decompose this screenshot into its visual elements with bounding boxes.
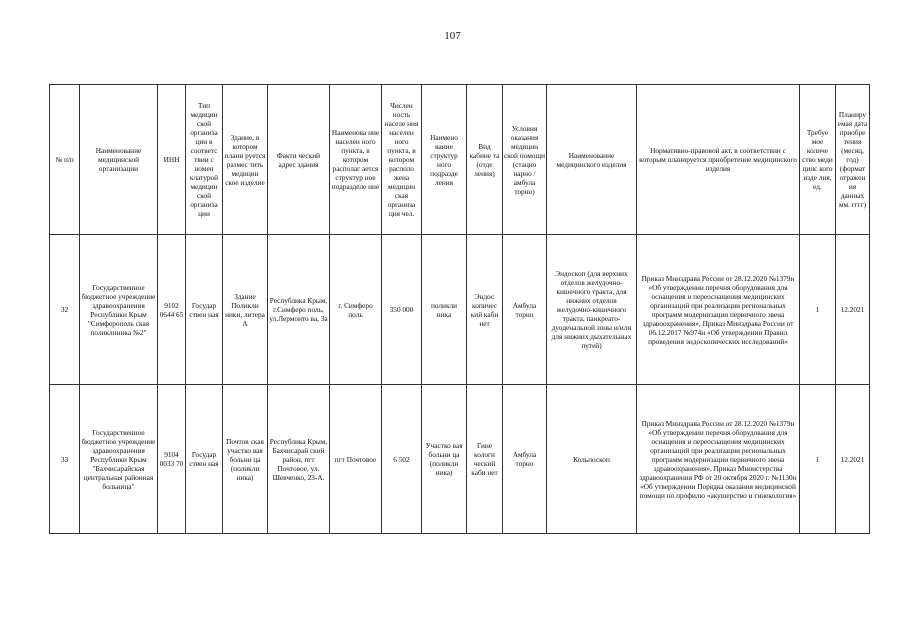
header-settlement: Наименова ние населен ного пункта, в котором располаг ается структур ное подразделе ние	[330, 85, 382, 235]
cell-num: 33	[50, 385, 80, 534]
cell-type: Государ ствен ная	[186, 385, 223, 534]
cell-settlement: г. Симферо поль	[330, 235, 382, 385]
header-org: Наименование медицинской организации	[80, 85, 158, 235]
header-num: № п/п	[50, 85, 80, 235]
cell-qty: 1	[800, 235, 836, 385]
header-date: Планиру емая дата приобре тения (месяц, год) (формат отражен ия данных мм. гггг)	[836, 85, 870, 235]
header-qty: Требуе мое количе ство меди цинс кого изде лия, ед.	[800, 85, 836, 235]
cell-conditions: Амбула торно	[503, 235, 547, 385]
cell-act: Приказ Минздрава России от 28.12.2020 №1379н «Об утверждении перечня оборудования для оснащения и переоснащения медицинских организаций при реализации региональных программ модернизации первичного звена здравоохранения», Приказ Минздрава России от 06.12.2017 №974н «Об утверждении Правил проведения эндоскопических исследований»	[637, 235, 800, 385]
cell-inn: 9102 0644 65	[158, 235, 186, 385]
medical-equipment-table	[49, 84, 870, 534]
header-type: Тип медицин ской организа ции в соответс твии с номен клатурой медицин ской организа ции	[186, 85, 223, 235]
cell-act: Приказ Минздрава России от 28.12.2020 №1379н «Об утверждении перечня оборудования для оснащения и переоснащения медицинских организаций при реализации региональных программ модернизации первичного звена здравоохранения», Приказ Министерства здравоохранения РФ от 20 октября 2020 г. №1130н «Об утверждении Порядка оказания медицинской помощи по профилю «акушерство и гинекология»	[637, 385, 800, 534]
cell-building: Почтов ская участко вая больни ца (поликли ника)	[223, 385, 268, 534]
header-act: Нормативно-правовой акт, в соответствии с которым планируется приобретение медицинского изделия	[637, 85, 800, 235]
cell-device: Эндоскоп (для верхних отделов желудочно-кишечного тракта, для нижних отделов желудочно-кишечного тракта, панкреато-дуоденальной зоны и/или для нижних дыхательных путей)	[547, 235, 637, 385]
header-cabinet: Вид кабине та (отде ления)	[467, 85, 503, 235]
cell-org: Государственное бюджетное учреждение здравоохранения Республики Крым "Симферополь ская поликлиника №2"	[80, 235, 158, 385]
cell-date: 12.2021	[836, 235, 870, 385]
header-unit: Наимено вание структур ного подразде ления	[422, 85, 467, 235]
page-number: 107	[444, 30, 461, 42]
cell-population: 6 502	[382, 385, 422, 534]
header-row	[50, 85, 870, 235]
cell-settlement: пгт Почтовое	[330, 385, 382, 534]
header-address: Факти ческий адрес здания	[268, 85, 330, 235]
header-building: Здание, в котором плани руется размес тить медицин ское изделие	[223, 85, 268, 235]
cell-num: 32	[50, 235, 80, 385]
cell-qty: 1	[800, 385, 836, 534]
cell-population: 350 000	[382, 235, 422, 385]
cell-device: Кольпоскоп	[547, 385, 637, 534]
cell-inn: 9104 0033 70	[158, 385, 186, 534]
cell-conditions: Амбула торно	[503, 385, 547, 534]
cell-date: 12.2021	[836, 385, 870, 534]
header-device: Наименование медицинского изделия	[547, 85, 637, 235]
cell-building: Здание Поликли ники, литера А	[223, 235, 268, 385]
cell-cabinet: Эндос копичес кий каби нет	[467, 235, 503, 385]
cell-cabinet: Гине кологи ческий каби нет	[467, 385, 503, 534]
table-row	[50, 235, 870, 385]
table-row	[50, 385, 870, 534]
header-conditions: Условия оказания медицин ской помощи (стацио нарно / амбула торно)	[503, 85, 547, 235]
header-inn: ИНН	[158, 85, 186, 235]
cell-address: Республика Крым, г.Симферо поль, ул.Лермонто ва, 3а	[268, 235, 330, 385]
header-population: Числен ность населе ния населен ного пункта, в котором располо жена медицин ская организа ция чел.	[382, 85, 422, 235]
cell-unit: поликли ника	[422, 235, 467, 385]
cell-address: Республика Крым, Бахчисарай ский район, пгт Почтовое, ул. Шевченко, 23-А.	[268, 385, 330, 534]
cell-type: Государ ствен ная	[186, 235, 223, 385]
cell-org: Государственное бюджетное учреждение здравоохранения Республики Крым "Бахчисарайская центральная районная больница"	[80, 385, 158, 534]
cell-unit: Участко вая больни ца (поликли ника)	[422, 385, 467, 534]
